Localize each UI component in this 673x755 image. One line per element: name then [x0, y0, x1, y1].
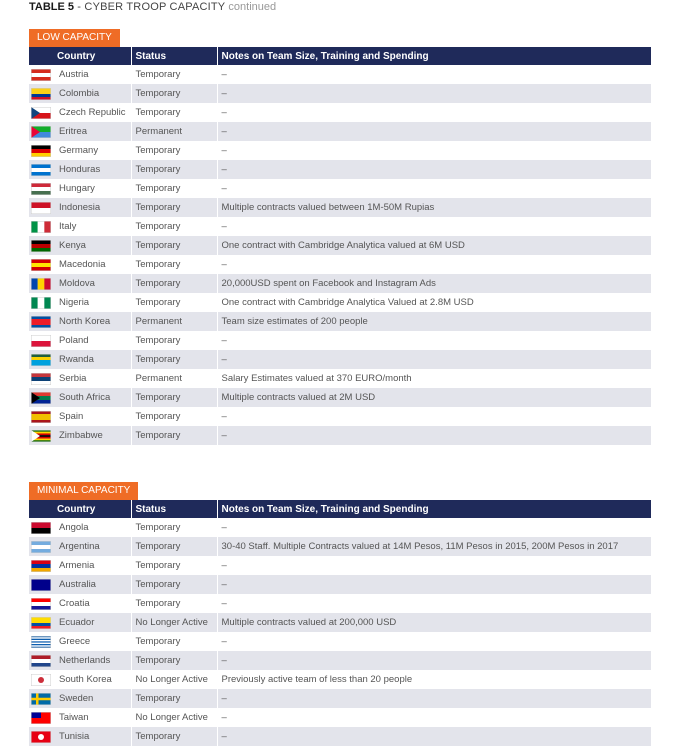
header-status: Status — [131, 500, 217, 518]
header-country: Country — [53, 500, 131, 518]
country-cell: South Korea — [53, 670, 131, 689]
notes-cell: 30-40 Staff. Multiple Contracts valued at 14M Pesos, 11M Pesos in 2015, 200M Pesos in 2017 — [217, 537, 651, 556]
country-cell: Zimbabwe — [53, 426, 131, 445]
status-cell: Permanent — [131, 312, 217, 331]
notes-cell: – — [217, 179, 651, 198]
notes-cell: – — [217, 331, 651, 350]
capacity-table — [29, 500, 651, 746]
notes-cell: – — [217, 122, 651, 141]
title-continued: continued — [228, 1, 277, 13]
country-flag — [29, 141, 53, 160]
country-flag — [29, 537, 53, 556]
status-cell: Temporary — [131, 141, 217, 160]
country-flag — [29, 518, 53, 537]
country-cell: Macedonia — [53, 255, 131, 274]
notes-cell: – — [217, 426, 651, 445]
table-row — [29, 556, 651, 575]
country-cell: Armenia — [53, 556, 131, 575]
country-cell: Sweden — [53, 689, 131, 708]
country-flag — [29, 670, 53, 689]
status-cell: Temporary — [131, 179, 217, 198]
table-row — [29, 518, 651, 537]
country-cell: Angola — [53, 518, 131, 537]
country-cell: Serbia — [53, 369, 131, 388]
header-country: Country — [53, 47, 131, 65]
country-flag — [29, 274, 53, 293]
notes-cell: – — [217, 727, 651, 746]
status-cell: Temporary — [131, 556, 217, 575]
country-flag — [29, 426, 53, 445]
table-row — [29, 369, 651, 388]
status-cell: Temporary — [131, 632, 217, 651]
country-cell: Rwanda — [53, 350, 131, 369]
status-cell: Temporary — [131, 217, 217, 236]
table-row — [29, 651, 651, 670]
header-flag — [29, 500, 53, 518]
status-cell: Temporary — [131, 84, 217, 103]
notes-cell: – — [217, 350, 651, 369]
country-flag — [29, 632, 53, 651]
table-body — [29, 518, 651, 746]
country-flag — [29, 651, 53, 670]
country-flag — [29, 556, 53, 575]
country-flag — [29, 198, 53, 217]
table-row — [29, 198, 651, 217]
country-cell: Indonesia — [53, 198, 131, 217]
status-cell: Temporary — [131, 518, 217, 537]
country-flag — [29, 312, 53, 331]
notes-cell: – — [217, 84, 651, 103]
country-flag — [29, 103, 53, 122]
country-flag — [29, 331, 53, 350]
status-cell: Temporary — [131, 331, 217, 350]
notes-cell: One contract with Cambridge Analytica Valued at 2.8M USD — [217, 293, 651, 312]
table-row — [29, 160, 651, 179]
country-cell: Hungary — [53, 179, 131, 198]
notes-cell: – — [217, 594, 651, 613]
country-flag — [29, 350, 53, 369]
notes-cell: 20,000USD spent on Facebook and Instagram Ads — [217, 274, 651, 293]
country-cell: Eritrea — [53, 122, 131, 141]
status-cell: Temporary — [131, 255, 217, 274]
status-cell: No Longer Active — [131, 613, 217, 632]
status-cell: No Longer Active — [131, 670, 217, 689]
title-dash: - — [74, 1, 85, 13]
title-main: CYBER TROOP CAPACITY — [84, 1, 226, 13]
notes-cell: – — [217, 651, 651, 670]
table-row — [29, 594, 651, 613]
country-cell: Argentina — [53, 537, 131, 556]
table-row — [29, 293, 651, 312]
table-row — [29, 689, 651, 708]
country-flag — [29, 65, 53, 84]
header-notes: Notes on Team Size, Training and Spending — [217, 47, 651, 65]
table-row — [29, 708, 651, 727]
minimal-capacity-section — [29, 480, 651, 746]
country-cell: Tunisia — [53, 727, 131, 746]
country-cell: Kenya — [53, 236, 131, 255]
status-cell: Temporary — [131, 594, 217, 613]
country-cell: Poland — [53, 331, 131, 350]
notes-cell: Multiple contracts valued at 200,000 USD — [217, 613, 651, 632]
table-row — [29, 103, 651, 122]
notes-cell: – — [217, 556, 651, 575]
table-row — [29, 255, 651, 274]
country-cell: Croatia — [53, 594, 131, 613]
table-header-row — [29, 500, 651, 518]
table-row — [29, 141, 651, 160]
country-flag — [29, 160, 53, 179]
country-flag — [29, 575, 53, 594]
status-cell: Temporary — [131, 236, 217, 255]
country-cell: Nigeria — [53, 293, 131, 312]
country-flag — [29, 236, 53, 255]
notes-cell: – — [217, 160, 651, 179]
table-row — [29, 727, 651, 746]
country-cell: North Korea — [53, 312, 131, 331]
capacity-badge: MINIMAL CAPACITY — [29, 482, 138, 500]
status-cell: Temporary — [131, 274, 217, 293]
country-flag — [29, 407, 53, 426]
capacity-badge: LOW CAPACITY — [29, 29, 120, 47]
header-flag — [29, 47, 53, 65]
country-cell: Australia — [53, 575, 131, 594]
notes-cell: Previously active team of less than 20 people — [217, 670, 651, 689]
country-cell: Italy — [53, 217, 131, 236]
status-cell: No Longer Active — [131, 708, 217, 727]
status-cell: Temporary — [131, 198, 217, 217]
table-row — [29, 65, 651, 84]
notes-cell: Multiple contracts valued between 1M-50M Rupias — [217, 198, 651, 217]
status-cell: Temporary — [131, 426, 217, 445]
status-cell: Temporary — [131, 575, 217, 594]
country-cell: Greece — [53, 632, 131, 651]
country-flag — [29, 84, 53, 103]
table-row — [29, 575, 651, 594]
country-cell: Czech Republic — [53, 103, 131, 122]
table-row — [29, 274, 651, 293]
header-notes: Notes on Team Size, Training and Spending — [217, 500, 651, 518]
notes-cell: Multiple contracts valued at 2M USD — [217, 388, 651, 407]
table-title — [29, 1, 276, 13]
table-row — [29, 350, 651, 369]
country-cell: Spain — [53, 407, 131, 426]
table-row — [29, 179, 651, 198]
country-cell: South Africa — [53, 388, 131, 407]
country-flag — [29, 689, 53, 708]
country-flag — [29, 122, 53, 141]
table-header-row — [29, 47, 651, 65]
table-row — [29, 613, 651, 632]
notes-cell: Salary Estimates valued at 370 EURO/month — [217, 369, 651, 388]
table-row — [29, 426, 651, 445]
country-cell: Colombia — [53, 84, 131, 103]
status-cell: Temporary — [131, 103, 217, 122]
capacity-table — [29, 47, 651, 445]
country-flag — [29, 369, 53, 388]
country-flag — [29, 293, 53, 312]
status-cell: Temporary — [131, 160, 217, 179]
status-cell: Temporary — [131, 388, 217, 407]
status-cell: Permanent — [131, 122, 217, 141]
table-row — [29, 331, 651, 350]
table-row — [29, 217, 651, 236]
country-cell: Germany — [53, 141, 131, 160]
notes-cell: – — [217, 518, 651, 537]
notes-cell: – — [217, 65, 651, 84]
country-flag — [29, 727, 53, 746]
notes-cell: – — [217, 689, 651, 708]
country-flag — [29, 255, 53, 274]
status-cell: Temporary — [131, 537, 217, 556]
table-row — [29, 388, 651, 407]
notes-cell: – — [217, 217, 651, 236]
country-cell: Taiwan — [53, 708, 131, 727]
country-cell: Ecuador — [53, 613, 131, 632]
notes-cell: – — [217, 632, 651, 651]
status-cell: Permanent — [131, 369, 217, 388]
country-flag — [29, 179, 53, 198]
status-cell: Temporary — [131, 407, 217, 426]
status-cell: Temporary — [131, 350, 217, 369]
notes-cell: – — [217, 141, 651, 160]
country-cell: Austria — [53, 65, 131, 84]
country-cell: Honduras — [53, 160, 131, 179]
low-capacity-section — [29, 27, 651, 445]
header-status: Status — [131, 47, 217, 65]
country-flag — [29, 594, 53, 613]
table-row — [29, 312, 651, 331]
country-flag — [29, 708, 53, 727]
notes-cell: – — [217, 575, 651, 594]
table-row — [29, 84, 651, 103]
status-cell: Temporary — [131, 65, 217, 84]
notes-cell: – — [217, 708, 651, 727]
table-row — [29, 122, 651, 141]
table-row — [29, 236, 651, 255]
status-cell: Temporary — [131, 651, 217, 670]
status-cell: Temporary — [131, 727, 217, 746]
country-cell: Moldova — [53, 274, 131, 293]
table-label: TABLE 5 — [29, 1, 75, 13]
notes-cell: – — [217, 255, 651, 274]
notes-cell: One contract with Cambridge Analytica valued at 6M USD — [217, 236, 651, 255]
table-row — [29, 407, 651, 426]
country-flag — [29, 217, 53, 236]
notes-cell: – — [217, 103, 651, 122]
table-row — [29, 537, 651, 556]
notes-cell: – — [217, 407, 651, 426]
status-cell: Temporary — [131, 689, 217, 708]
country-flag — [29, 388, 53, 407]
country-cell: Netherlands — [53, 651, 131, 670]
table-row — [29, 670, 651, 689]
table-row — [29, 632, 651, 651]
status-cell: Temporary — [131, 293, 217, 312]
table-body — [29, 65, 651, 445]
notes-cell: Team size estimates of 200 people — [217, 312, 651, 331]
country-flag — [29, 613, 53, 632]
